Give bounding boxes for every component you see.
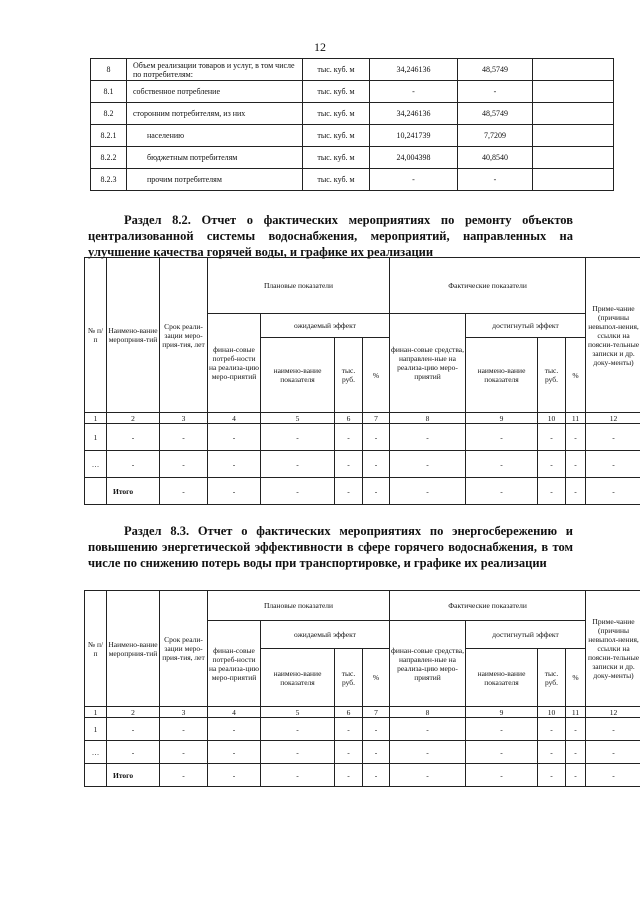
plan-fin-header: финан-совые потреб-ности на реализа-цию меро-приятий xyxy=(208,314,261,413)
row-empty xyxy=(533,59,614,81)
row-unit: тыс. куб. м xyxy=(303,59,370,81)
row-cell: - xyxy=(586,451,640,478)
percent-header: % xyxy=(566,338,586,413)
row-name: - xyxy=(107,424,160,451)
row-cell: - xyxy=(160,478,208,505)
fact-fin-header: финан-совые средства, направлен-ные на реализа-цию меро-приятий xyxy=(390,314,466,413)
col-term-header: Срок реали-зации меро-прия-тия, лет xyxy=(160,591,208,707)
expected-effect-header: ожидаемый эффект xyxy=(261,621,390,649)
percent-header: % xyxy=(566,649,586,707)
row-name: сторонним потребителям, из них xyxy=(127,103,303,125)
row-name: собственное потребление xyxy=(127,81,303,103)
row-cell: - xyxy=(566,424,586,451)
row-cell: - xyxy=(538,478,566,505)
row-empty xyxy=(533,81,614,103)
column-number: 11 xyxy=(566,413,586,424)
row-name: населению xyxy=(127,125,303,147)
row-number: 8.2.2 xyxy=(91,147,127,169)
column-number: 5 xyxy=(261,413,335,424)
thousand-rub-header: тыс. руб. xyxy=(538,649,566,707)
row-name: - xyxy=(107,451,160,478)
plan-fin-header: финан-совые потреб-ности на реализа-цию меро-приятий xyxy=(208,621,261,707)
row-cell: - xyxy=(538,741,566,764)
indicator-name-header: наимено-вание показателя xyxy=(466,338,538,413)
column-number: 6 xyxy=(335,413,363,424)
column-number: 3 xyxy=(160,413,208,424)
row-name: Итого xyxy=(107,478,160,505)
row-cell: - xyxy=(208,764,261,787)
row-cell: - xyxy=(466,764,538,787)
row-cell: - xyxy=(566,741,586,764)
table-row xyxy=(85,451,640,478)
col-name-header: Наимено-вание меропрния-тий xyxy=(107,591,160,707)
row-cell: - xyxy=(335,478,363,505)
row-cell: - xyxy=(208,741,261,764)
row-cell: - xyxy=(566,451,586,478)
row-name: Объем реализации товаров и услуг, в том числе по потребителям: xyxy=(127,59,303,81)
table-row xyxy=(85,764,640,787)
row-number: … xyxy=(85,741,107,764)
row-cell: - xyxy=(335,424,363,451)
row-unit: тыс. куб. м xyxy=(303,81,370,103)
row-cell: - xyxy=(363,478,390,505)
row-value-1: - xyxy=(370,81,458,103)
indicator-name-header: наимено-вание показателя xyxy=(261,649,335,707)
column-number: 12 xyxy=(586,413,640,424)
row-number: 1 xyxy=(85,718,107,741)
planned-header: Плановые показатели xyxy=(208,258,390,314)
row-cell: - xyxy=(586,764,640,787)
row-cell: - xyxy=(335,764,363,787)
row-empty xyxy=(533,125,614,147)
column-number: 8 xyxy=(390,707,466,718)
column-number: 10 xyxy=(538,707,566,718)
row-cell: - xyxy=(586,424,640,451)
actual-header: Фактические показатели xyxy=(390,258,586,314)
row-cell: - xyxy=(208,718,261,741)
row-number xyxy=(85,478,107,505)
column-number: 1 xyxy=(85,707,107,718)
row-number xyxy=(85,764,107,787)
consumption-row xyxy=(91,103,614,125)
thousand-rub-header: тыс. руб. xyxy=(538,338,566,413)
row-cell: - xyxy=(466,451,538,478)
consumption-row xyxy=(91,81,614,103)
row-cell: - xyxy=(390,764,466,787)
column-number: 10 xyxy=(538,413,566,424)
row-cell: - xyxy=(160,718,208,741)
row-cell: - xyxy=(466,718,538,741)
col-note-header: Приме-чание (причины невыпол-нения, ссылки на поясни-тельные записки и др. доку-менты) xyxy=(586,591,640,707)
row-unit: тыс. куб. м xyxy=(303,147,370,169)
row-value-2: 48,5749 xyxy=(458,103,533,125)
section-8-2-heading: Раздел 8.2. Отчет о фактических мероприятиях по ремонту объектов централизованной системы водоснабжения, мероприятий, направленных на улучшение качества горячей воды, и графике их реализации xyxy=(88,213,573,259)
thousand-rub-header: тыс. руб. xyxy=(335,649,363,707)
consumption-row xyxy=(91,59,614,81)
achieved-effect-header: достигнутый эффект xyxy=(466,621,586,649)
row-cell: - xyxy=(466,478,538,505)
achieved-effect-header: достигнутый эффект xyxy=(466,314,586,338)
row-cell: - xyxy=(363,764,390,787)
row-number: … xyxy=(85,451,107,478)
row-value-1: 24,004398 xyxy=(370,147,458,169)
column-number: 1 xyxy=(85,413,107,424)
row-empty xyxy=(533,147,614,169)
report-table-8-3 xyxy=(84,590,640,787)
column-number: 7 xyxy=(363,413,390,424)
row-cell: - xyxy=(586,741,640,764)
row-cell: - xyxy=(335,718,363,741)
row-name: - xyxy=(107,718,160,741)
column-numbers-row xyxy=(85,707,640,718)
row-cell: - xyxy=(261,764,335,787)
row-cell: - xyxy=(208,478,261,505)
row-cell: - xyxy=(261,424,335,451)
row-empty xyxy=(533,103,614,125)
thousand-rub-header: тыс. руб. xyxy=(335,338,363,413)
row-number: 8.2.1 xyxy=(91,125,127,147)
expected-effect-header: ожидаемый эффект xyxy=(261,314,390,338)
row-value-1: 10,241739 xyxy=(370,125,458,147)
row-cell: - xyxy=(363,424,390,451)
row-number: 8.2 xyxy=(91,103,127,125)
row-cell: - xyxy=(335,451,363,478)
row-value-1: 34,246136 xyxy=(370,59,458,81)
column-number: 9 xyxy=(466,707,538,718)
row-name: прочим потребителям xyxy=(127,169,303,191)
row-unit: тыс. куб. м xyxy=(303,103,370,125)
column-number: 4 xyxy=(208,413,261,424)
column-number: 2 xyxy=(107,413,160,424)
report-table-8-2 xyxy=(84,257,640,505)
row-number: 1 xyxy=(85,424,107,451)
row-cell: - xyxy=(363,741,390,764)
section-8-3-heading: Раздел 8.3. Отчет о фактических мероприятиях по энергосбережению и повышению энергетической эффективности в сфере горячего водоснабжения, в том числе по снижению потерь воды при транспортировке, и графике их реализации xyxy=(88,524,573,570)
fact-fin-header: финан-совые средства, направлен-ные на реализа-цию меро-приятий xyxy=(390,621,466,707)
row-cell: - xyxy=(208,424,261,451)
row-cell: - xyxy=(208,451,261,478)
row-number: 8.1 xyxy=(91,81,127,103)
row-cell: - xyxy=(363,718,390,741)
row-cell: - xyxy=(538,764,566,787)
row-cell: - xyxy=(335,741,363,764)
row-cell: - xyxy=(160,764,208,787)
row-cell: - xyxy=(390,718,466,741)
row-cell: - xyxy=(538,718,566,741)
column-number: 6 xyxy=(335,707,363,718)
column-number: 7 xyxy=(363,707,390,718)
table-row xyxy=(85,478,640,505)
column-number: 2 xyxy=(107,707,160,718)
row-cell: - xyxy=(466,741,538,764)
column-number: 8 xyxy=(390,413,466,424)
row-cell: - xyxy=(160,451,208,478)
row-cell: - xyxy=(261,741,335,764)
row-cell: - xyxy=(566,478,586,505)
row-cell: - xyxy=(390,424,466,451)
indicator-name-header: наимено-вание показателя xyxy=(466,649,538,707)
row-cell: - xyxy=(390,478,466,505)
column-number: 3 xyxy=(160,707,208,718)
column-number: 12 xyxy=(586,707,640,718)
consumption-row xyxy=(91,147,614,169)
consumption-row xyxy=(91,169,614,191)
row-cell: - xyxy=(261,451,335,478)
col-num-header: № п/п xyxy=(85,591,107,707)
percent-header: % xyxy=(363,649,390,707)
consumption-row xyxy=(91,125,614,147)
row-cell: - xyxy=(261,478,335,505)
table-row xyxy=(85,741,640,764)
row-value-1: 34,246136 xyxy=(370,103,458,125)
row-cell: - xyxy=(538,424,566,451)
row-unit: тыс. куб. м xyxy=(303,169,370,191)
table-row xyxy=(85,718,640,741)
row-value-2: 40,8540 xyxy=(458,147,533,169)
row-cell: - xyxy=(566,718,586,741)
row-value-1: - xyxy=(370,169,458,191)
column-number: 5 xyxy=(261,707,335,718)
row-cell: - xyxy=(538,451,566,478)
row-unit: тыс. куб. м xyxy=(303,125,370,147)
row-cell: - xyxy=(363,451,390,478)
planned-header: Плановые показатели xyxy=(208,591,390,621)
row-cell: - xyxy=(586,478,640,505)
row-name: - xyxy=(107,741,160,764)
row-number: 8.2.3 xyxy=(91,169,127,191)
row-cell: - xyxy=(566,764,586,787)
percent-header: % xyxy=(363,338,390,413)
row-value-2: - xyxy=(458,81,533,103)
col-name-header: Наимено-вание меропрния-тий xyxy=(107,258,160,413)
row-value-2: 7,7209 xyxy=(458,125,533,147)
row-cell: - xyxy=(466,424,538,451)
row-cell: - xyxy=(261,718,335,741)
row-name: Итого xyxy=(107,764,160,787)
consumption-table xyxy=(90,58,614,191)
row-name: бюджетным потребителям xyxy=(127,147,303,169)
column-number: 11 xyxy=(566,707,586,718)
row-cell: - xyxy=(160,741,208,764)
col-num-header: № п/п xyxy=(85,258,107,413)
col-note-header: Приме-чание (причины невыпол-нения, ссылки на поясни-тельные записки и др. доку-менты) xyxy=(586,258,640,413)
row-value-2: - xyxy=(458,169,533,191)
row-number: 8 xyxy=(91,59,127,81)
row-cell: - xyxy=(160,424,208,451)
page-number: 12 xyxy=(314,40,326,54)
table-row xyxy=(85,424,640,451)
column-numbers-row xyxy=(85,413,640,424)
column-number: 9 xyxy=(466,413,538,424)
row-cell: - xyxy=(390,451,466,478)
column-number: 4 xyxy=(208,707,261,718)
row-cell: - xyxy=(390,741,466,764)
indicator-name-header: наимено-вание показателя xyxy=(261,338,335,413)
row-cell: - xyxy=(586,718,640,741)
actual-header: Фактические показатели xyxy=(390,591,586,621)
col-term-header: Срок реали-зации меро-прия-тия, лет xyxy=(160,258,208,413)
row-value-2: 48,5749 xyxy=(458,59,533,81)
row-empty xyxy=(533,169,614,191)
